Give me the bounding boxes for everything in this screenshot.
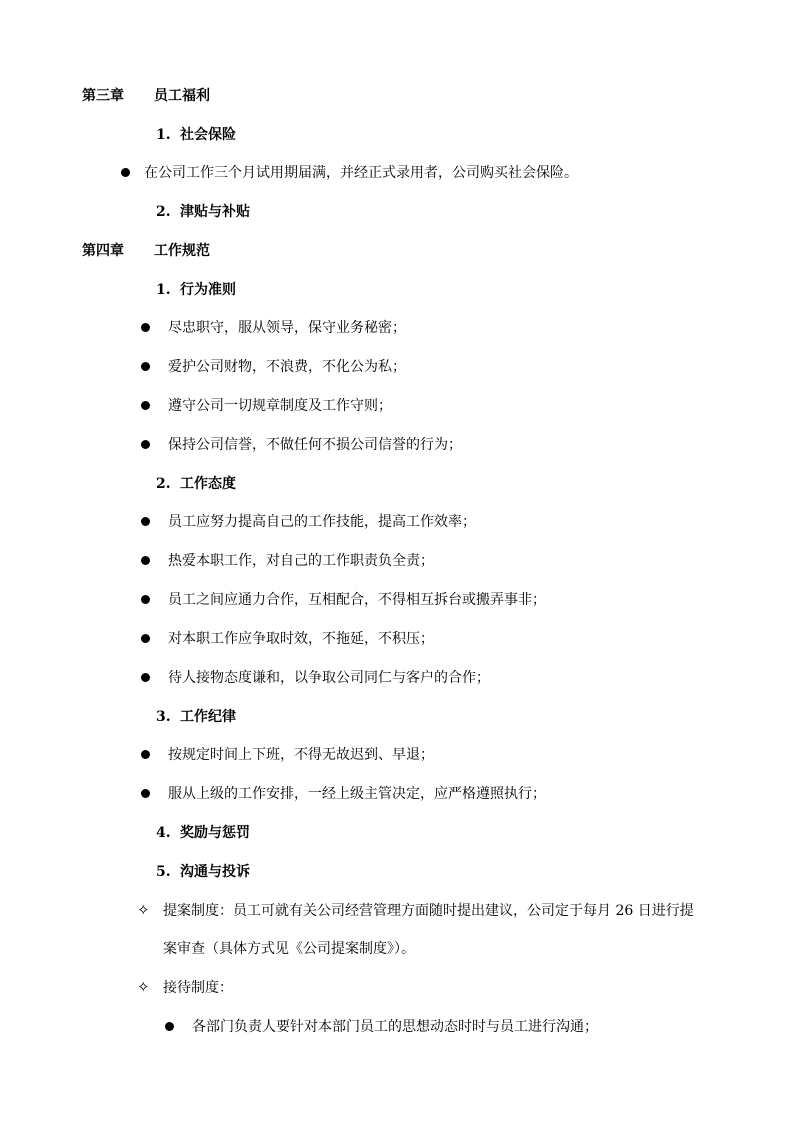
chapter-3-number: 第三章 — [82, 88, 124, 104]
list-item: 遵守公司一切规章制度及工作守则； — [168, 398, 392, 414]
chapter-4-heading — [82, 242, 210, 260]
list-item: 员工应努力提高自己的工作技能，提高工作效率； — [168, 514, 476, 530]
bullet-icon — [141, 440, 150, 449]
sub-list-item: 各部门负责人要针对本部门员工的思想动态时时与员工进行沟通； — [192, 1019, 598, 1035]
bullet-icon — [141, 362, 150, 371]
section-number: 3. — [156, 709, 171, 725]
section-heading — [156, 281, 236, 299]
section-heading — [156, 824, 250, 842]
bullet-icon — [121, 168, 130, 177]
section-title: 行为准则 — [180, 282, 236, 298]
section-number: 4. — [156, 825, 171, 841]
section-heading — [156, 863, 250, 881]
bullet-icon — [141, 556, 150, 565]
section-number: 2. — [156, 476, 171, 492]
bullet-icon — [141, 673, 150, 682]
section-number: 2. — [156, 204, 171, 220]
section-title: 社会保险 — [180, 127, 236, 143]
section-heading — [156, 475, 236, 493]
section-title: 工作态度 — [180, 476, 236, 492]
list-item: 接待制度： — [163, 980, 233, 996]
section-title: 津贴与补贴 — [180, 204, 250, 220]
bullet-icon — [141, 750, 150, 759]
section-number: 1. — [156, 127, 171, 143]
section-title: 工作纪律 — [180, 709, 236, 725]
section-number: 1. — [156, 282, 171, 298]
list-item-continuation: 案审查（具体方式见《公司提案制度》）。 — [163, 941, 415, 957]
list-item: 爱护公司财物，不浪费，不化公为私； — [168, 359, 406, 375]
list-item: 保持公司信誉，不做任何不损公司信誉的行为； — [168, 437, 462, 453]
list-item: 对本职工作应争取时效，不拖延，不积压； — [168, 631, 434, 647]
bullet-icon — [141, 789, 150, 798]
chapter-4-number: 第四章 — [82, 243, 124, 259]
bullet-icon — [141, 634, 150, 643]
section-heading — [156, 708, 236, 726]
list-item: 热爱本职工作，对自己的工作职责负全责； — [168, 553, 434, 569]
list-item: 待人接物态度谦和，以争取公司同仁与客户的合作； — [168, 670, 490, 686]
section-heading — [156, 126, 236, 144]
list-item: 服从上级的工作安排，一经上级主管决定，应严格遵照执行； — [168, 786, 546, 802]
section-title: 奖励与惩罚 — [180, 825, 250, 841]
chapter-4-title: 工作规范 — [154, 243, 210, 259]
list-item: 提案制度：员工可就有关公司经营管理方面随时提出建议，公司定于每月 26 日进行提 — [163, 903, 694, 919]
diamond-bullet-icon: ✧ — [137, 901, 150, 919]
chapter-3-heading — [82, 87, 210, 105]
section-heading — [156, 203, 250, 221]
list-item: 员工之间应通力合作，互相配合，不得相互拆台或搬弄事非； — [168, 592, 546, 608]
list-item: 尽忠职守，服从领导，保守业务秘密； — [168, 320, 406, 336]
diamond-bullet-icon: ✧ — [137, 978, 150, 996]
section-title: 沟通与投诉 — [180, 864, 250, 880]
bullet-icon — [165, 1022, 174, 1031]
bullet-icon — [141, 595, 150, 604]
bullet-icon — [141, 323, 150, 332]
chapter-3-title: 员工福利 — [154, 88, 210, 104]
bullet-icon — [141, 517, 150, 526]
bullet-icon — [141, 401, 150, 410]
list-item: 在公司工作三个月试用期届满，并经正式录用者，公司购买社会保险。 — [144, 165, 578, 181]
section-number: 5. — [156, 864, 171, 880]
list-item: 按规定时间上下班，不得无故迟到、早退； — [168, 747, 434, 763]
